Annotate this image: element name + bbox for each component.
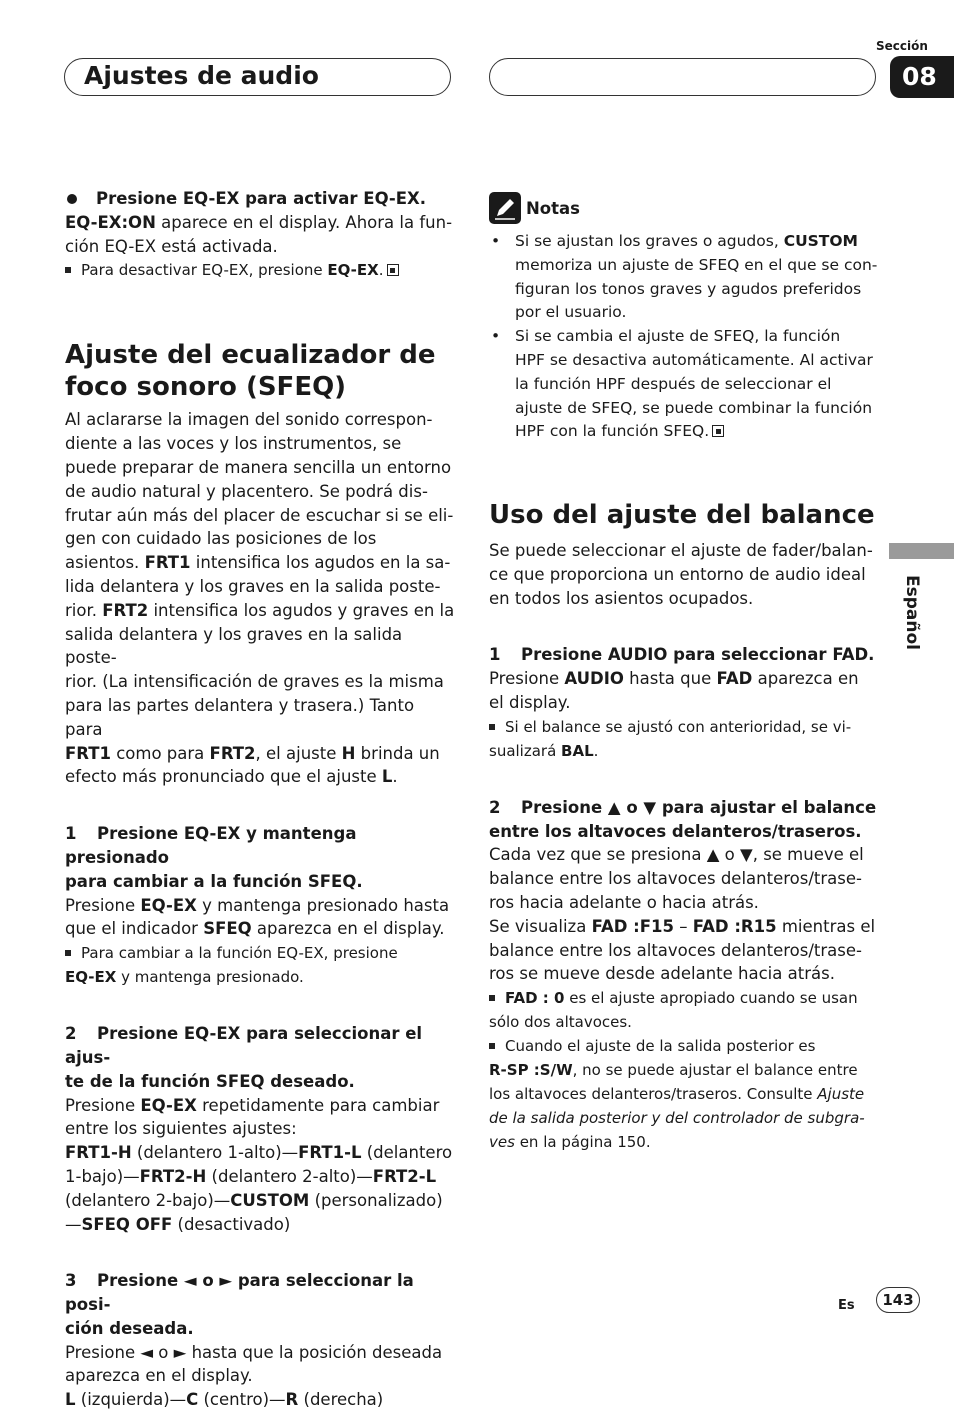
- code: BAL: [561, 741, 594, 760]
- code: FRT2: [209, 743, 256, 763]
- text: hasta que: [623, 669, 717, 689]
- text: Al aclararse la imagen del sonido correspon-: [65, 410, 433, 430]
- code: R: [285, 1390, 299, 1410]
- text: que el indicador: [65, 919, 204, 939]
- page-header-title: Ajustes de audio: [84, 61, 319, 90]
- sfeq-step-1: [65, 822, 455, 989]
- left-column: Presione EQ-EX para activar EQ-EX. EQ-EX:ON aparece en el display. Ahora la fun- ción EQ-EX está activada. Para desactivar EQ-EX, presione EQ-EX. Ajuste del ecualizador de foco sonoro (SFEQ) Al aclararse la imagen del sonido correspon- diente a las voces y los instrumentos, se puede preparar de manera sencilla un entorno de audio natural y placentero. Se podrá dis- frutar aún más del placer de escuchar si se eli- gen con cuidado las posiciones de los asientos. FRT1 intensifica los agudos en la sa- lida delantera y los graves en la salida poste- rior. FRT2 intensifica los agudos y graves en la salida delantera y los graves en la salida poste- rior. (La intensificación de graves es la misma para las partes delantera y trasera.) Tanto para FRT1 como para FRT2, el ajuste H brinda un efecto más pronunciado que el ajuste L. 1 Presione EQ-EX y mantenga presionado para cambiar a la función SFEQ. Presione EQ-EX y mantenga presionado hasta que el indicador SFEQ aparezca en el display. Para cambiar a la función EQ-EX, presione EQ-EX y mantenga presionado. 2 Presione EQ-EX para seleccionar el ajus- te de la función SFEQ deseado. Presione EQ-EX repetidamente para cambiar entre los siguientes ajustes: FRT1-H (delantero 1-alto)—FRT1-L (delantero 1-bajo)—FRT2-H (delantero 2-alto)—FRT2-L (delantero 2-bajo)—CUSTOM (personalizado) —SFEQ OFF (desactivado) 3 Presione ◄ o ► para seleccionar la posi- ción deseada. Presione ◄ o ► hasta que la posición deseada aparezca en el display. L (izquierda)—C (centro)—R (derecha): [65, 187, 455, 1412]
- sfeq-intro-paragraph: [65, 408, 455, 789]
- balance-step-2: [489, 796, 884, 1154]
- note-item: [489, 325, 884, 444]
- note-key: EQ-EX: [327, 261, 379, 280]
- code: FRT1: [144, 553, 191, 573]
- step-title: Presione AUDIO para seleccionar FAD.: [521, 645, 875, 665]
- note-text: los altavoces delanteros/traseros. Consulte: [489, 1085, 818, 1104]
- text: brinda un: [355, 743, 440, 763]
- code: FRT2: [102, 600, 149, 620]
- text: lida delantera y los graves en la salida poste-: [65, 576, 441, 596]
- sfeq-step-3: [65, 1269, 455, 1412]
- code: FAD :R15: [692, 916, 777, 936]
- note-item: [489, 230, 884, 325]
- code: FRT1-L: [298, 1143, 362, 1163]
- code: FRT1-H: [65, 1143, 132, 1163]
- eqex-on-code: EQ-EX:ON: [65, 212, 156, 232]
- text: rior. (La intensificación de graves es la misma: [65, 672, 444, 692]
- text: el display.: [489, 692, 571, 712]
- bullet-icon: •: [491, 232, 501, 250]
- text: Cada vez que se presiona ▲ o ▼, se mueve el: [489, 845, 864, 865]
- text: (centro)—: [198, 1390, 286, 1410]
- text: intensifica los agudos y graves en la: [148, 600, 455, 620]
- note-text: sualizará: [489, 741, 562, 760]
- text: repetidamente para cambiar: [196, 1095, 440, 1115]
- square-bullet-icon: [65, 950, 71, 956]
- text: de audio natural y placentero. Se podrá dis-: [65, 481, 428, 501]
- code: C: [186, 1390, 199, 1410]
- note-text: sólo dos altavoces.: [489, 1013, 632, 1032]
- text: ajuste de SFEQ, se puede combinar la función: [515, 398, 873, 417]
- text: ce que proporciona un entorno de audio ideal: [489, 564, 866, 584]
- text: Si se cambia el ajuste de SFEQ, la función: [515, 327, 841, 346]
- text: ros hacia adelante o hacia atrás.: [489, 892, 759, 912]
- square-bullet-icon: [489, 724, 495, 730]
- text: ción EQ-EX está activada.: [65, 236, 278, 256]
- text: diente a las voces y los instrumentos, se: [65, 434, 402, 454]
- code: R-SP :S/W: [489, 1061, 573, 1080]
- code: CUSTOM: [230, 1190, 310, 1210]
- cross-reference: Ajuste: [817, 1085, 865, 1104]
- code: EQ-EX: [140, 895, 197, 915]
- text: frutar aún más del placer de escuchar si se eli-: [65, 505, 454, 525]
- code: SFEQ OFF: [81, 1214, 173, 1234]
- pencil-icon: [489, 192, 521, 224]
- step-title: Presione ▲ o ▼ para ajustar el balance: [521, 797, 877, 817]
- notes-list: [489, 230, 884, 444]
- page-number: 143: [876, 1287, 920, 1313]
- text: ros se mueve desde adelante hacia atrás.: [489, 964, 835, 984]
- language-tab-label: Español: [902, 575, 922, 650]
- text: Presione: [65, 895, 141, 915]
- code: EQ-EX: [65, 968, 117, 987]
- text: aparece en el display. Ahora la fun-: [155, 212, 453, 232]
- step-title: para cambiar a la función SFEQ.: [65, 871, 363, 891]
- text: (desactivado): [172, 1214, 291, 1234]
- text: (personalizado): [309, 1190, 443, 1210]
- text: (delantero: [361, 1143, 453, 1163]
- step-number: 1: [489, 645, 501, 665]
- note-text: Cuando el ajuste de la salida posterior es: [505, 1037, 816, 1056]
- note-text: Si el balance se ajustó con anterioridad, se vi-: [505, 717, 852, 736]
- section-label: Sección: [876, 39, 928, 53]
- note-text: Para cambiar a la función EQ-EX, presione: [81, 944, 398, 963]
- text: rior.: [65, 600, 103, 620]
- sfeq-step-2: [65, 1022, 455, 1236]
- code: FRT2-L: [372, 1166, 437, 1186]
- text: aparezca en: [752, 669, 859, 689]
- text: aparezca en el display.: [251, 919, 445, 939]
- text: (derecha): [298, 1390, 384, 1410]
- text: asientos.: [65, 553, 145, 573]
- text: (delantero 2-alto)—: [206, 1166, 373, 1186]
- text: puede preparar de manera sencilla un entorno: [65, 457, 452, 477]
- step-title: te de la función SFEQ deseado.: [65, 1071, 355, 1091]
- step-number: 3: [65, 1271, 77, 1291]
- end-mark-icon: [712, 425, 724, 437]
- text: HPF se desactiva automáticamente. Al activar: [515, 350, 873, 369]
- step-title: Presione ◄ o ► para seleccionar la posi-: [65, 1271, 414, 1315]
- text: Presione ◄ o ► hasta que la posición deseada: [65, 1342, 443, 1362]
- text: mientras el: [776, 916, 876, 936]
- code: FRT1: [65, 743, 111, 763]
- text: por el usuario.: [515, 303, 627, 322]
- notes-header: [489, 192, 580, 224]
- footer-language-code: Es: [838, 1298, 855, 1313]
- text: Se visualiza: [489, 916, 592, 936]
- text: para las partes delantera y trasera.) Tanto para: [65, 695, 415, 739]
- right-column: [489, 499, 884, 1154]
- code: CUSTOM: [783, 232, 858, 250]
- text: y mantenga presionado hasta: [196, 895, 450, 915]
- step-number: 2: [489, 797, 501, 817]
- eqex-step-title: Presione EQ-EX para activar EQ-EX.: [96, 189, 427, 208]
- step-title: ción deseada.: [65, 1318, 194, 1338]
- code: FRT2-H: [139, 1166, 207, 1186]
- cross-reference: de la salida posterior y del controlador de subgra-: [489, 1109, 865, 1128]
- square-bullet-icon: [489, 1043, 495, 1049]
- code: FAD : 0: [505, 989, 565, 1008]
- note-text: Para desactivar EQ-EX, presione: [81, 261, 328, 280]
- text: figuran los tonos graves y agudos preferidos: [515, 279, 862, 298]
- code: AUDIO: [564, 669, 624, 689]
- text: (izquierda)—: [75, 1390, 187, 1410]
- note-text: en la página 150.: [514, 1133, 651, 1152]
- square-bullet-icon: [65, 267, 71, 273]
- cross-reference: ves: [489, 1133, 515, 1152]
- text: —: [65, 1214, 82, 1234]
- note-text: es el ajuste apropiado cuando se usan: [564, 989, 858, 1008]
- text: salida delantera y los graves en la salida poste-: [65, 624, 403, 668]
- code: L: [381, 767, 393, 787]
- code: EQ-EX: [140, 1095, 197, 1115]
- code: FAD: [716, 669, 753, 689]
- text: memoriza un ajuste de SFEQ en el que se con-: [515, 255, 878, 274]
- sfeq-heading-line1: Ajuste del ecualizador de: [65, 340, 436, 371]
- text: como para: [110, 743, 210, 763]
- step-title: entre los altavoces delanteros/traseros.: [489, 821, 862, 841]
- balance-heading: Uso del ajuste del balance: [489, 500, 875, 530]
- text: , el ajuste: [255, 743, 342, 763]
- text: gen con cuidado las posiciones de los: [65, 529, 377, 549]
- step-title: Presione EQ-EX y mantenga presionado: [65, 824, 357, 867]
- text: aparezca en el display.: [65, 1366, 253, 1386]
- section-number-badge: 08: [890, 56, 954, 98]
- bullet-dot-icon: [67, 194, 77, 204]
- text: balance entre los altavoces delanteros/trase-: [489, 940, 862, 960]
- text: (delantero 1-alto)—: [131, 1143, 299, 1163]
- text: balance entre los altavoces delanteros/trase-: [489, 869, 862, 889]
- text: (delantero 2-bajo)—: [65, 1190, 231, 1210]
- code: FAD :F15: [591, 916, 674, 936]
- note-text: , no se puede ajustar el balance entre: [572, 1061, 858, 1080]
- text: la función HPF después de seleccionar el: [515, 374, 832, 393]
- bullet-icon: •: [491, 327, 501, 346]
- text: intensifica los agudos en la sa-: [190, 553, 451, 573]
- notes-title: Notas: [526, 198, 580, 218]
- text: efecto más pronunciado que el ajuste: [65, 767, 382, 787]
- text: en todos los asientos ocupados.: [489, 588, 754, 608]
- text: Se puede seleccionar el ajuste de fader/balan-: [489, 541, 873, 560]
- text: HPF con la función SFEQ.: [515, 422, 710, 441]
- balance-step-1: [489, 643, 884, 762]
- end-mark-icon: [387, 264, 399, 276]
- text: –: [674, 916, 693, 936]
- code: H: [341, 743, 356, 763]
- step-number: 2: [65, 1024, 77, 1044]
- text: .: [392, 767, 398, 787]
- language-tab-marker: [889, 543, 954, 559]
- step-number: 1: [65, 824, 77, 844]
- text: 1-bajo)—: [65, 1166, 140, 1186]
- text: Presione: [65, 1095, 141, 1115]
- step-title: Presione EQ-EX para seleccionar el ajus-: [65, 1024, 423, 1067]
- text: Si se ajustan los graves o agudos,: [515, 232, 784, 250]
- text: entre los siguientes ajustes:: [65, 1119, 297, 1139]
- header-empty-frame: [489, 58, 876, 96]
- square-bullet-icon: [489, 995, 495, 1001]
- code: L: [65, 1390, 76, 1410]
- sfeq-heading-line2: foco sonoro (SFEQ): [65, 372, 347, 403]
- note-text: y mantenga presionado.: [116, 968, 304, 987]
- text: Presione: [489, 669, 565, 689]
- code: SFEQ: [203, 919, 252, 939]
- note-text: .: [593, 741, 599, 760]
